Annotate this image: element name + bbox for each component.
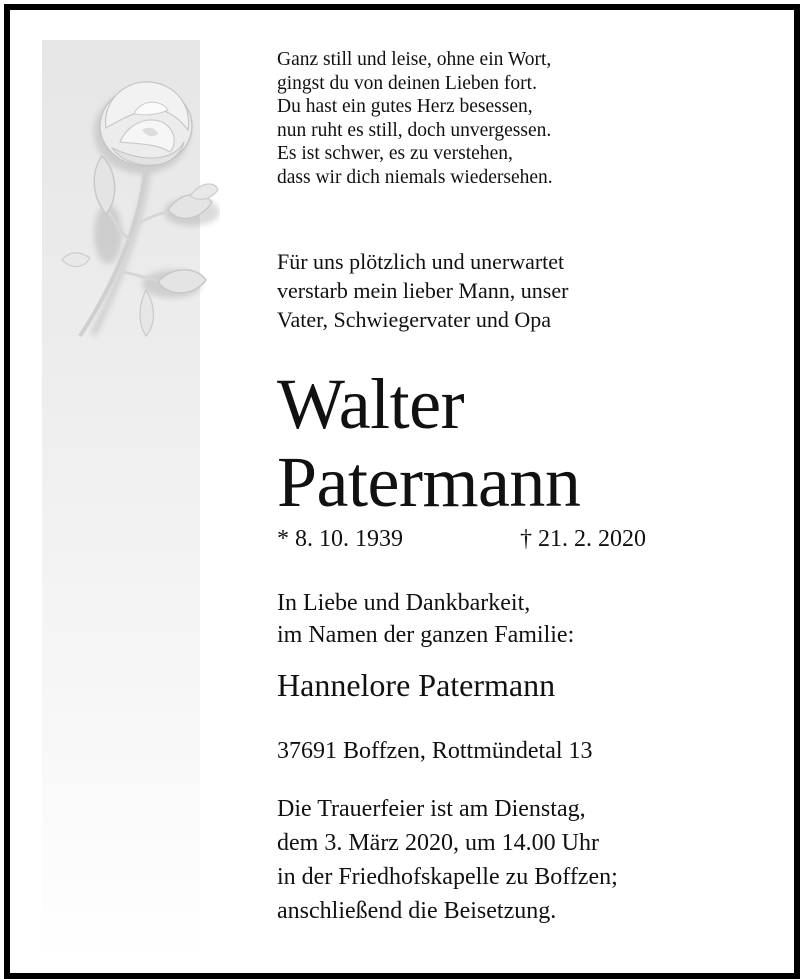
death-announcement [277, 247, 568, 334]
birth-date: * 8. 10. 1939 [277, 526, 403, 552]
poem-line: Du hast ein gutes Herz besessen, [277, 96, 533, 117]
poem-line: nun ruht es still, doch unvergessen. [277, 119, 552, 141]
funeral-line: anschließend die Beisetzung. [277, 898, 557, 924]
funeral-line: in der Friedhofskapelle zu Boffzen; [277, 864, 618, 890]
announcement-line: Vater, Schwiegervater und Opa [277, 307, 552, 332]
thanks-text [277, 587, 574, 651]
death-date: † 21. 2. 2020 [520, 526, 646, 552]
thanks-line: In Liebe und Dankbarkeit, [277, 590, 531, 616]
signer-name: Hannelore Patermann [277, 667, 556, 703]
announcement-line: Für uns plötzlich und unerwartet [277, 249, 565, 274]
deceased-last-name: Patermann [277, 442, 581, 522]
poem [277, 48, 553, 189]
poem-line: Es ist schwer, es zu verstehen, [277, 143, 513, 164]
address: 37691 Boffzen, Rottmündetal 13 [277, 738, 593, 764]
funeral-line: dem 3. März 2020, um 14.00 Uhr [277, 830, 599, 856]
deceased-name [277, 365, 580, 521]
funeral-line: Die Trauerfeier ist am Dienstag, [277, 796, 586, 822]
funeral-notice [277, 792, 618, 928]
deceased-first-name: Walter [277, 364, 465, 444]
poem-line: Ganz still und leise, ohne ein Wort, [277, 49, 552, 70]
poem-line: dass wir dich niemals wiedersehen. [277, 166, 553, 188]
announcement-line: verstarb mein lieber Mann, unser [277, 278, 569, 303]
poem-line: gingst du von deinen Lieben fort. [277, 72, 537, 94]
rose-icon [50, 44, 220, 344]
thanks-line: im Namen der ganzen Familie: [277, 622, 575, 648]
